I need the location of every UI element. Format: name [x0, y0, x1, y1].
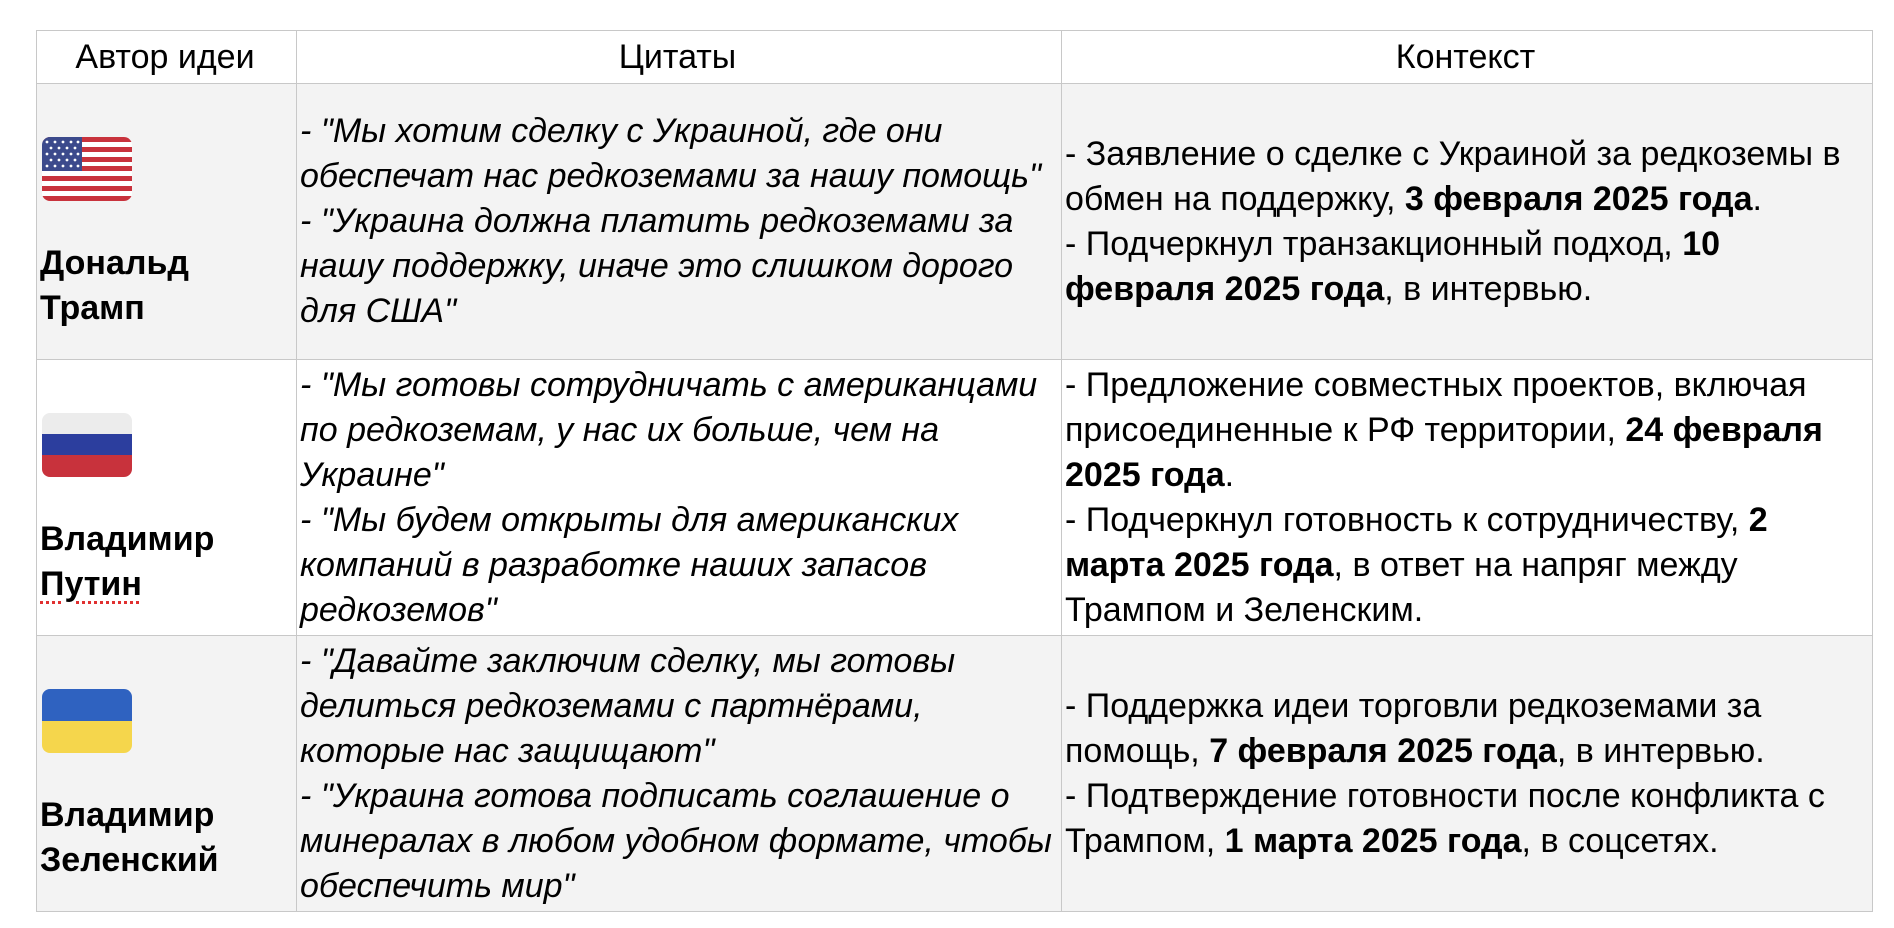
context-date: 3 февраля 2025 года: [1404, 179, 1753, 218]
context-cell: [1062, 636, 1873, 912]
quote-text: - "Украина должна платить редкоземами за нашу поддержку, иначе это слишком дорого для США": [300, 202, 1014, 330]
context-cell: [1062, 360, 1873, 636]
header-author: Автор идеи: [37, 31, 297, 84]
us-flag-icon: [42, 137, 132, 201]
author-last-name: Зеленский: [40, 840, 219, 879]
header-quotes: Цитаты: [297, 31, 1062, 84]
quote-text: - "Давайте заключим сделку, мы готовы делиться редкоземами с партнёрами, которые нас защищают": [300, 641, 956, 770]
quote-text: - "Украина готова подписать соглашение о минералах в любом удобном формате, чтобы обеспечить мир": [300, 776, 1052, 905]
context-entry: - Заявление о сделке с Украиной за редкоземы в обмен на поддержку, 3 февраля 2025 года.: [1065, 134, 1841, 218]
author-cell: [37, 84, 297, 360]
ukraine-flag-icon: [42, 689, 132, 753]
author-name: [40, 241, 290, 331]
context-date: 1 марта 2025 года: [1224, 821, 1522, 860]
context-cell: [1062, 84, 1873, 360]
author-cell: [37, 360, 297, 636]
context-entry: - Подчеркнул транзакционный подход, 10 февраля 2025 года, в интервью.: [1065, 224, 1721, 308]
context-entry: - Подчеркнул готовность к сотрудничеству, 2 марта 2025 года, в ответ на напряг между Трампом и Зеленским.: [1065, 500, 1768, 629]
quote-text: - "Мы готовы сотрудничать с американцами по редкоземам, у нас их больше, чем на Украине": [300, 365, 1038, 494]
table-row: [37, 636, 1873, 912]
context-entry: - Поддержка идеи торговли редкоземами за помощь, 7 февраля 2025 года, в интервью.: [1065, 686, 1765, 770]
author-first-name: Дональд: [40, 243, 189, 282]
author-cell: [37, 636, 297, 912]
table-row: [37, 360, 1873, 636]
context-date: 7 февраля 2025 года: [1209, 731, 1557, 770]
author-first-name: Владимир: [40, 795, 215, 834]
quotes-cell: [297, 84, 1062, 360]
author-first-name: Владимир: [40, 519, 215, 558]
quotes-cell: [297, 636, 1062, 912]
quotes-table: [36, 30, 1873, 912]
author-name: [40, 793, 290, 883]
quote-text: - "Мы будем открыты для американских компаний в разработке наших запасов редкоземов": [300, 500, 959, 629]
author-last-name: Путин: [40, 564, 142, 603]
russia-flag-icon: [42, 413, 132, 477]
context-entry: - Предложение совместных проектов, включая присоединенные к РФ территории, 24 февраля 2025 года.: [1065, 365, 1823, 494]
quote-text: - "Мы хотим сделку с Украиной, где они обеспечат нас редкоземами за нашу помощь": [300, 112, 1042, 195]
quotes-cell: [297, 360, 1062, 636]
table-row: [37, 84, 1873, 360]
author-name: [40, 517, 290, 607]
header-context: Контекст: [1062, 31, 1873, 84]
context-date: 2 марта 2025 года: [1065, 500, 1768, 584]
header-row: [37, 31, 1873, 84]
author-last-name: Трамп: [40, 288, 145, 327]
context-date: 24 февраля 2025 года: [1065, 410, 1823, 494]
context-date: 10 февраля 2025 года: [1065, 224, 1721, 308]
context-entry: - Подтверждение готовности после конфликта с Трампом, 1 марта 2025 года, в соцсетях.: [1065, 776, 1825, 860]
